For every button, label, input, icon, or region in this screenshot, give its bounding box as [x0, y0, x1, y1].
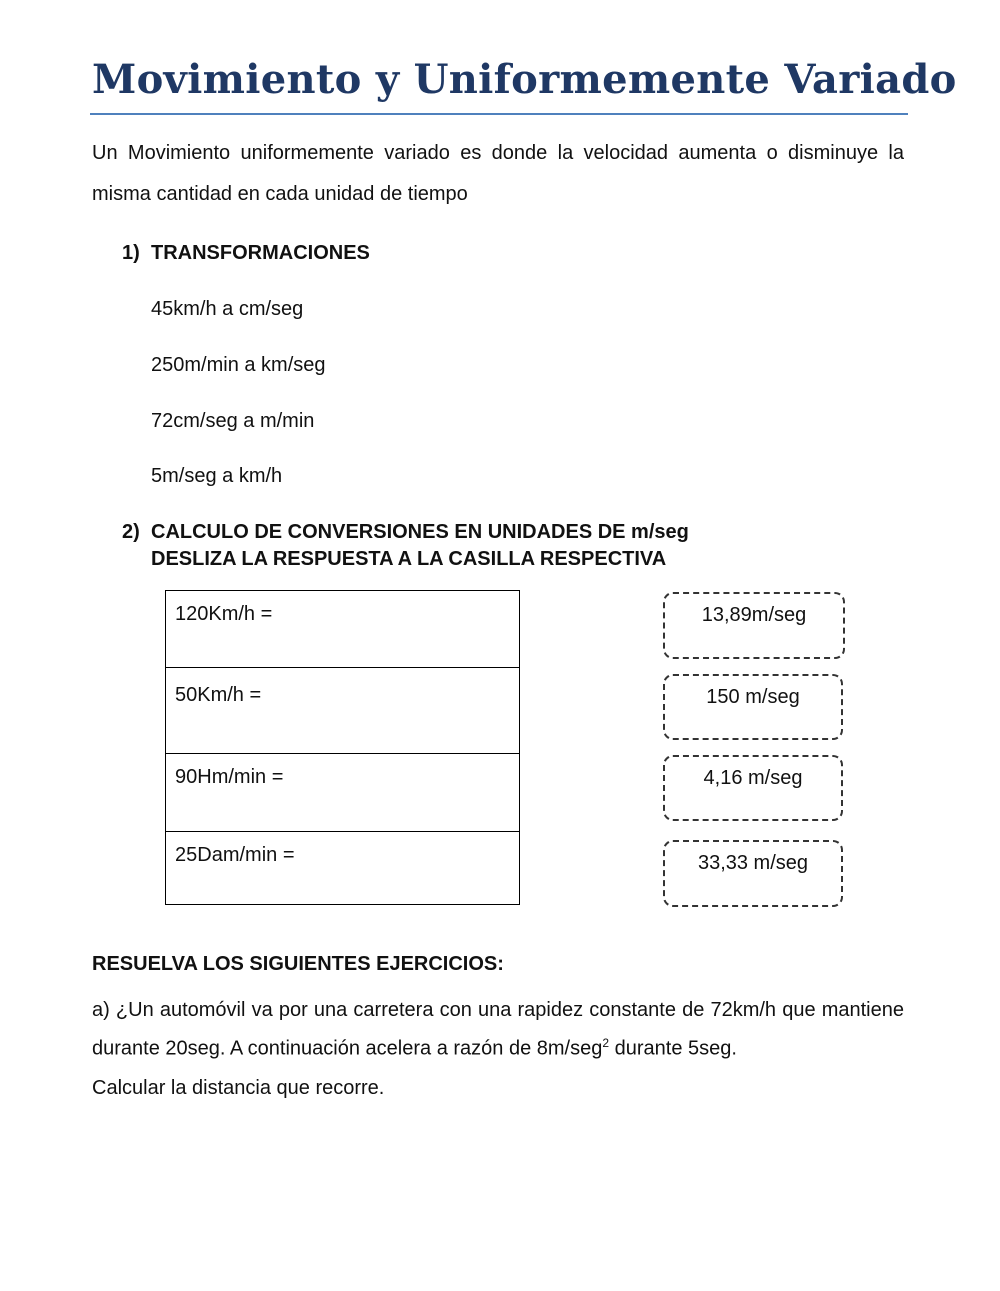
page-title: Movimiento y Uniformemente Variado [92, 56, 957, 103]
section2-heading: CALCULO DE CONVERSIONES EN UNIDADES DE m/seg [151, 521, 689, 543]
conversion-item-4: 5m/seg a km/h [151, 465, 283, 487]
exercise-a-text-end: durante 5seg. [609, 1037, 737, 1060]
exercise-a-text: a) ¿Un automóvil va por una carretera con una rapidez constante de 72km/h que mantiene durante 20seg. A continuación acelera a razón de 8m/seg [92, 999, 904, 1060]
section1-number: 1) [122, 242, 140, 264]
exercises-heading: RESUELVA LOS SIGUIENTES EJERCICIOS: [92, 953, 504, 975]
conversion-item-3: 72cm/seg a m/min [151, 410, 315, 432]
draggable-answer-2[interactable]: 150 m/seg [663, 674, 843, 740]
title-underline [90, 113, 908, 115]
drop-slot-3[interactable] [166, 754, 519, 832]
exercise-a [92, 994, 904, 1066]
drop-slot-label: 90Hm/min = [175, 766, 284, 788]
exercise-a-exponent: 2 [602, 1036, 610, 1050]
drop-target-table [165, 590, 520, 905]
section1-heading: TRANSFORMACIONES [151, 242, 370, 264]
drop-slot-4[interactable] [166, 832, 519, 904]
exercise-question: Calcular la distancia que recorre. [92, 1077, 385, 1099]
section2-instruction: DESLIZA LA RESPUESTA A LA CASILLA RESPECTIVA [151, 548, 667, 570]
drop-slot-label: 50Km/h = [175, 684, 262, 706]
draggable-answer-4[interactable]: 33,33 m/seg [663, 840, 843, 907]
draggable-answer-3[interactable]: 4,16 m/seg [663, 755, 843, 821]
drop-slot-2[interactable] [166, 668, 519, 754]
conversion-item-2: 250m/min a km/seg [151, 354, 326, 376]
drop-slot-1[interactable] [166, 591, 519, 668]
drop-slot-label: 25Dam/min = [175, 844, 295, 866]
section2-number: 2) [122, 521, 140, 543]
draggable-answer-1[interactable]: 13,89m/seg [663, 592, 845, 659]
conversion-item-1: 45km/h a cm/seg [151, 298, 304, 320]
drop-slot-label: 120Km/h = [175, 603, 273, 625]
intro-paragraph: Un Movimiento uniformemente variado es donde la velocidad aumenta o disminuye la misma cantidad en cada unidad de tiempo [92, 142, 904, 205]
